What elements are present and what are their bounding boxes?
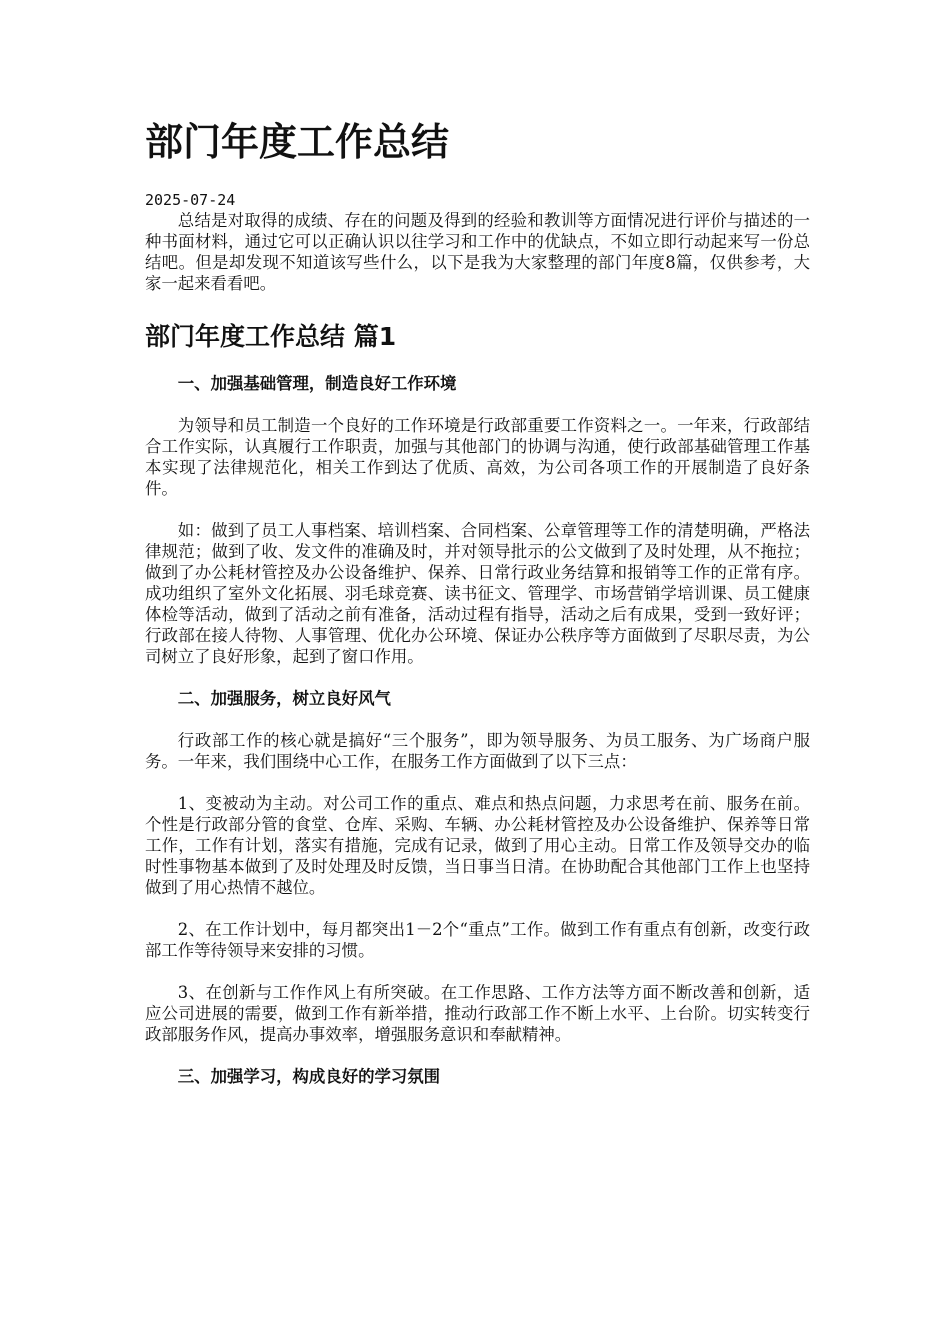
section-title: 部门年度工作总结 篇1 (145, 322, 397, 351)
document-title: 部门年度工作总结 (145, 120, 450, 164)
paragraph-1: 为领导和员工制造一个良好的工作环境是行政部重要工作资料之一。一年来，行政部结合工作实际，认真履行工作职责，加强与其他部门的协调与沟通，使行政部基础管理工作基本实现了法律规范化，相关工作到达了优质、高效，为公司各项工作的开展制造了良好条件。 (145, 416, 810, 498)
paragraph-2: 如：做到了员工人事档案、培训档案、合同档案、公章管理等工作的清楚明确，严格法律规范；做到了收、发文件的准确及时，并对领导批示的公文做到了及时处理，从不拖拉；做到了办公耗材管控及办公设备维护、保养、日常行政业务结算和报销等工作的正常有序。成功组织了室外文化拓展、羽毛球竞赛、读书征文、管理学、市场营销学培训课、员工健康体检等活动，做到了活动之前有准备，活动过程有指导，活动之后有成果，受到一致好评；行政部在接人待物、人事管理、优化办公环境、保证办公秩序等方面做到了尽职尽责，为公司树立了良好形象，起到了窗口作用。 (145, 521, 810, 666)
sub-heading-2: 二、加强服务，树立良好风气 (177, 689, 391, 708)
paragraph-4: 1、变被动为主动。对公司工作的重点、难点和热点问题，力求思考在前、服务在前。个性是行政部分管的食堂、仓库、采购、车辆、办公耗材管控及办公设备维护、保养等日常工作，工作有计划，落实有措施，完成有记录，做到了用心主动。日常工作及领导交办的临时性事物基本做到了及时处理及时反馈，当日事当日清。在协助配合其他部门工作上也坚持做到了用心热情不越位。 (145, 794, 810, 897)
intro-paragraph: 总结是对取得的成绩、存在的问题及得到的经验和教训等方面情况进行评价与描述的一种书面材料，通过它可以正确认识以往学习和工作中的优缺点，不如立即行动起来写一份总结吧。但是却发现不知道该写些什么，以下是我为大家整理的部门年度8篇，仅供参考，大家一起来看看吧。 (145, 211, 810, 293)
sub-heading-3: 三、加强学习，构成良好的学习氛围 (177, 1067, 441, 1086)
document-page (145, 118, 810, 1108)
paragraph-5: 2、在工作计划中，每月都突出1－2个“重点”工作。做到工作有重点有创新，改变行政部工作等待领导来安排的习惯。 (145, 920, 810, 960)
paragraph-6: 3、在创新与工作作风上有所突破。在工作思路、工作方法等方面不断改善和创新，适应公司进展的需要，做到工作有新举措，推动行政部工作不断上水平、上台阶。切实转变行政部服务作风，提高办事效率，增强服务意识和奉献精神。 (145, 983, 810, 1044)
sub-heading-1: 一、加强基础管理，制造良好工作环境 (177, 374, 457, 393)
paragraph-3: 行政部工作的核心就是搞好“三个服务”，即为领导服务、为员工服务、为广场商户服务。一年来，我们围绕中心工作，在服务工作方面做到了以下三点： (145, 731, 810, 771)
document-date: 2025-07-24 (145, 191, 236, 209)
